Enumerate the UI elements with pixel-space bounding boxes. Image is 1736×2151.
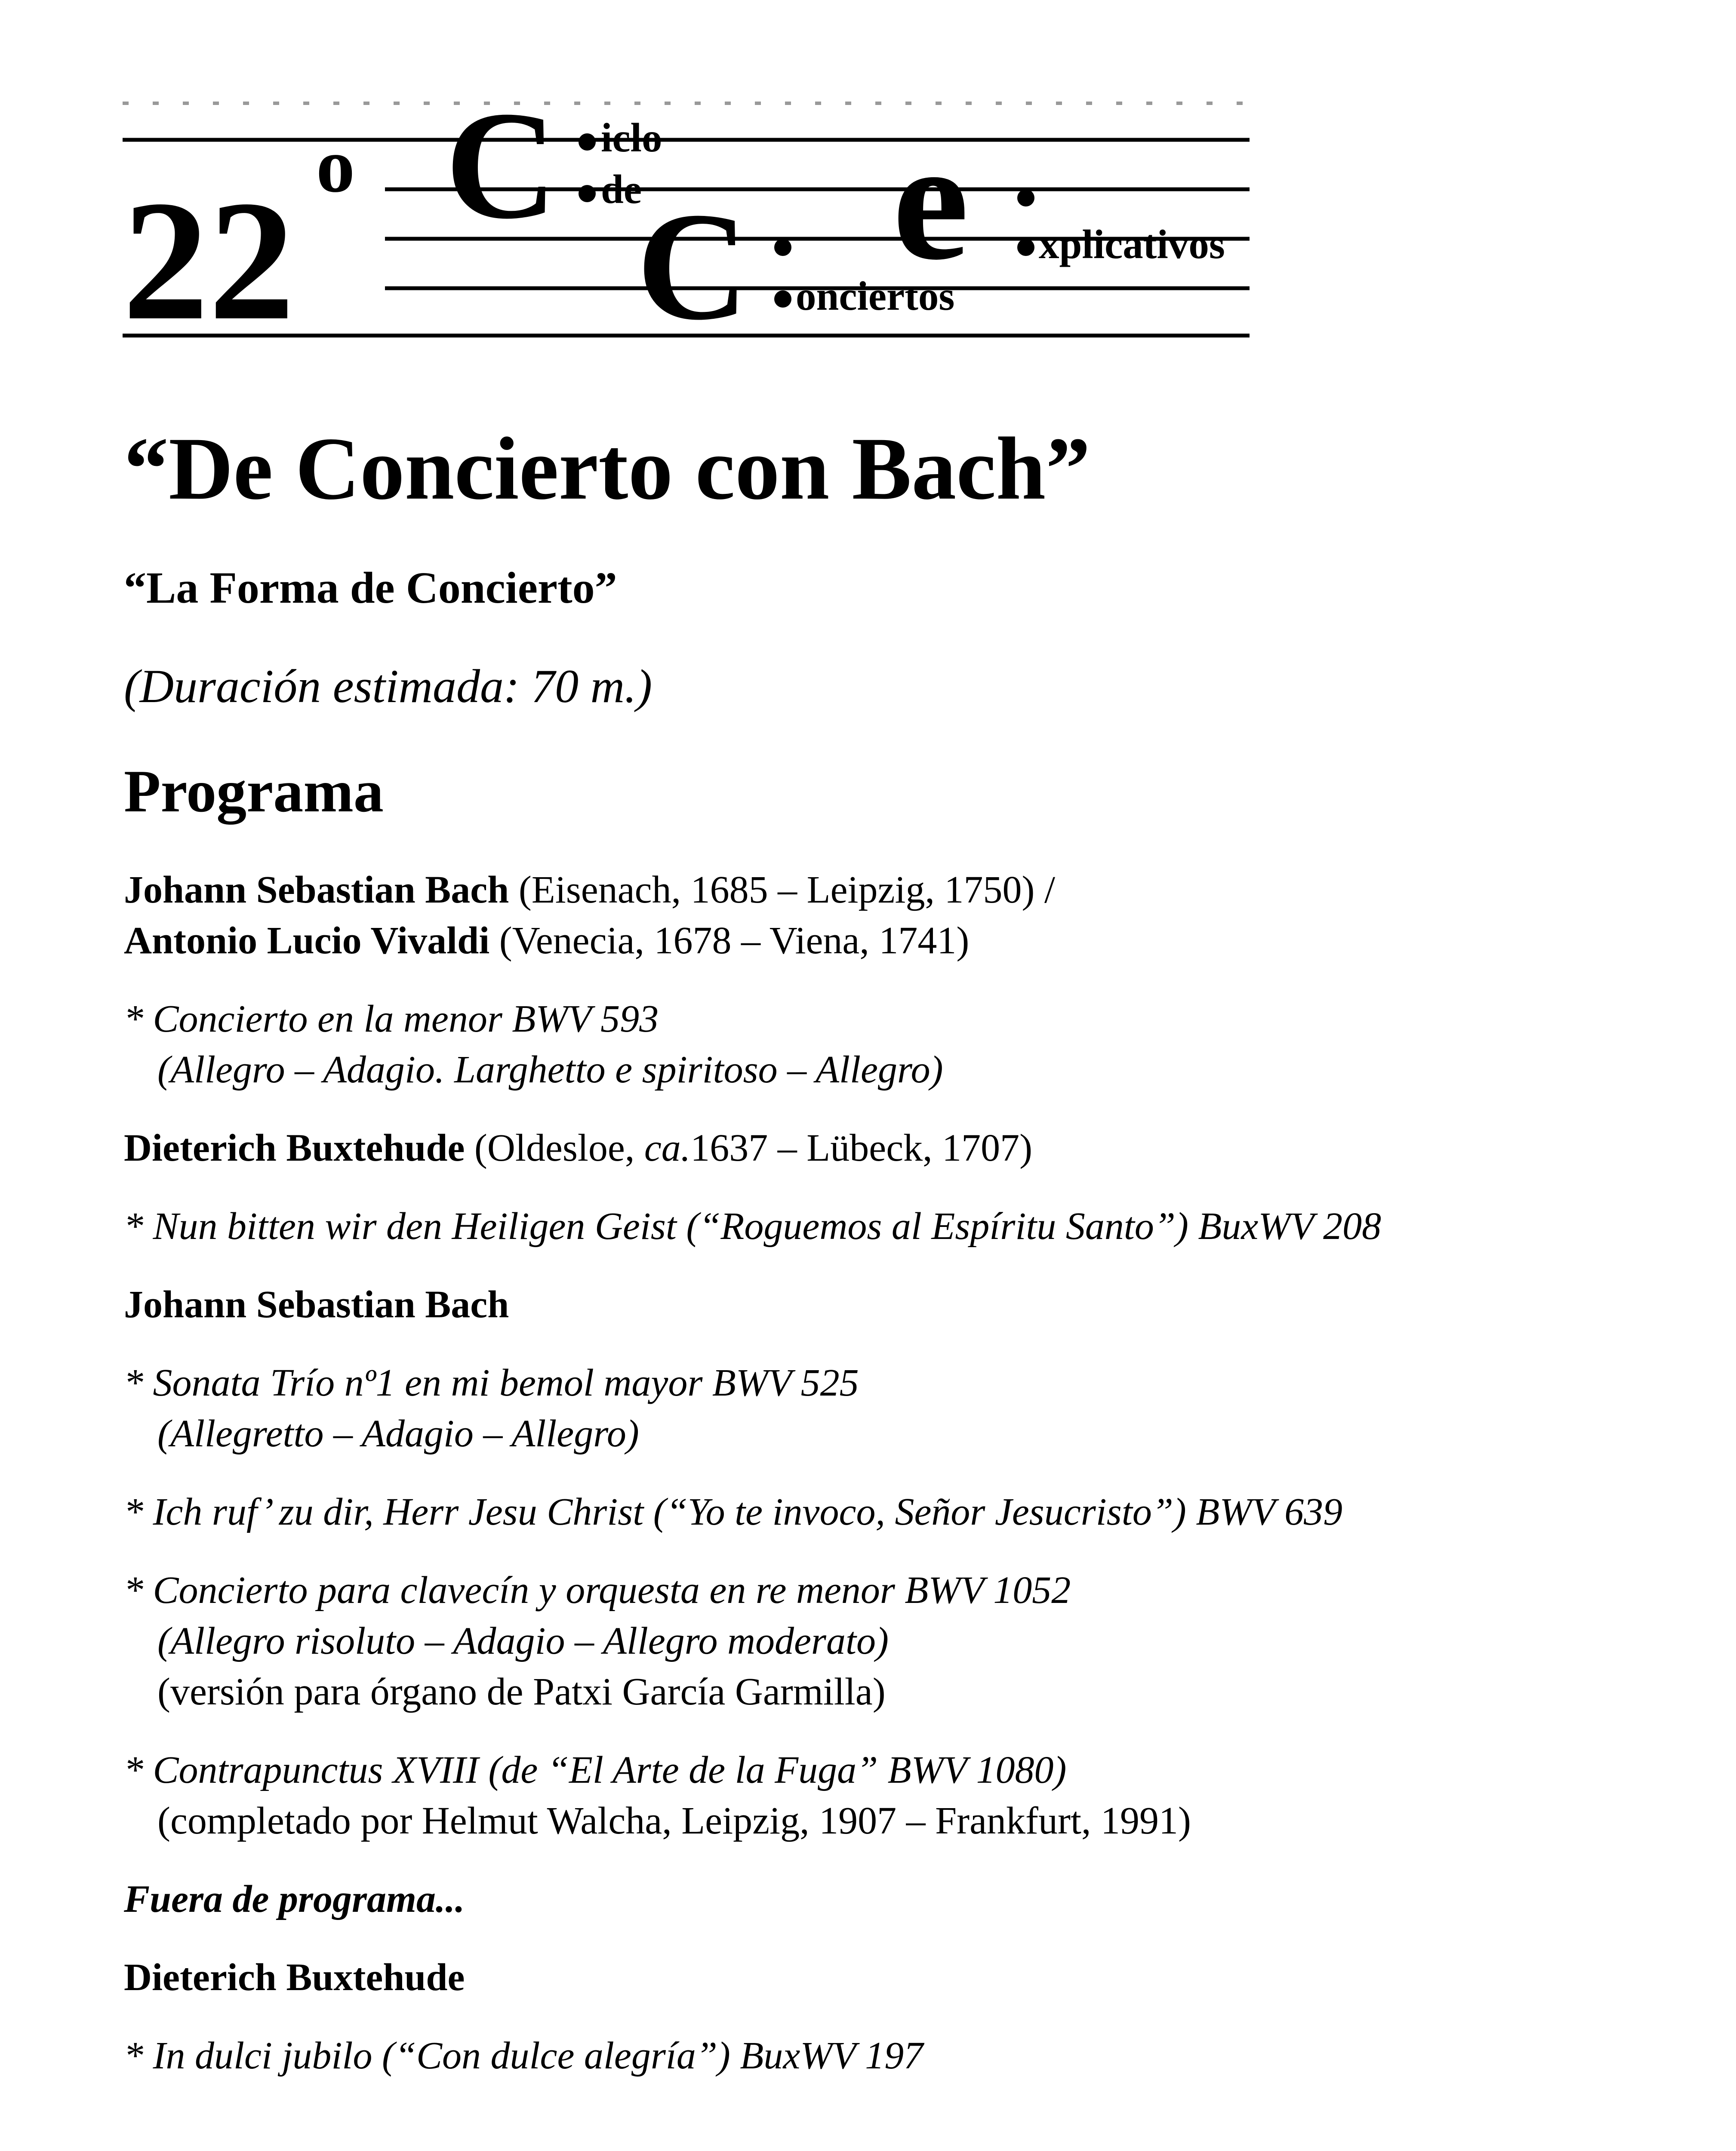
logo-dot [1017,239,1034,256]
composer-line [124,1123,1629,1174]
composer-line [124,865,1629,915]
logo-word-explicativos: xplicativos [1039,222,1225,267]
logo-degree: o [316,123,355,208]
logo-dot [774,239,791,256]
composer-entry-bach [124,1279,1629,1330]
work-entry-buxwv197 [124,2031,1629,2081]
program-heading: Programa [124,758,384,825]
composer-entry-bach-vivaldi [124,865,1629,966]
work-title: * Sonata Trío nº1 en mi bemol mayor BWV 525 [124,1362,859,1404]
work-entry-buxwv208 [124,1201,1629,1252]
work-entry-bwv1080 [124,1745,1629,1846]
page-title: “De Concierto con Bach” [124,419,1091,518]
work-entry-bwv525 [124,1358,1629,1459]
logo-dot [579,133,596,151]
logo-letter-c1: C [445,86,557,251]
work-title: * Contrapunctus XVIII (de “El Arte de la Fuga” BWV 1080) [124,1749,1067,1791]
encore-section [124,1874,1629,1925]
logo-dot [1017,189,1034,206]
composer-name: Johann Sebastian Bach [124,1283,509,1326]
work-movements: (Allegro risoluto – Adagio – Allegro moderato) [157,1620,889,1662]
work-note: (versión para órgano de Patxi García Garmilla) [157,1670,886,1713]
program-list [124,865,1629,2109]
work-movements: (Allegretto – Adagio – Allegro) [157,1412,639,1455]
work-title: * Ich ruf’ zu dir, Herr Jesu Christ (“Yo te invoco, Señor Jesucristo”) BWV 639 [124,1491,1343,1533]
composer-name: Dieterich Buxtehude [124,1127,465,1169]
logo-graphic [123,86,1250,344]
composer-info: (Eisenach, 1685 – Leipzig, 1750) / [509,869,1055,911]
work-note: (completado por Helmut Walcha, Leipzig, 1907 – Frankfurt, 1991) [157,1800,1191,1842]
logo-dot [774,290,791,308]
logo-word-ciclo: iclo [601,115,662,160]
composer-info: 1637 – Lübeck, 1707) [690,1127,1033,1169]
encore-heading: Fuera de programa... [124,1878,465,1920]
composer-entry-buxtehude-encore [124,1952,1629,2003]
work-title: * Nun bitten wir den Heiligen Geist (“Roguemos al Espíritu Santo”) BuxWV 208 [124,1205,1382,1248]
work-entry-bwv593 [124,994,1629,1095]
logo-letter-e: e [893,105,969,296]
composer-name: Johann Sebastian Bach [124,869,509,911]
logo-number: 22 [123,165,295,344]
composer-info: (Oldesloe, [465,1127,644,1169]
work-title: * In dulci jubilo (“Con dulce alegría”) BuxWV 197 [124,2034,923,2077]
logo-word-de: de [601,166,642,212]
composer-entry-buxtehude [124,1123,1629,1174]
composer-name: Dieterich Buxtehude [124,1956,465,1999]
work-title: * Concierto para clavecín y orquesta en re menor BWV 1052 [124,1569,1071,1612]
composer-name: Antonio Lucio Vivaldi [124,919,490,962]
work-title: * Concierto en la menor BWV 593 [124,998,659,1040]
logo-dot [579,185,596,202]
logo-letter-c2: C [637,180,748,344]
work-entry-bwv639 [124,1487,1629,1538]
logo-word-conciertos: onciertos [796,273,955,319]
work-movements: (Allegro – Adagio. Larghetto e spiritoso – Allegro) [157,1048,943,1091]
composer-info-circa: ca. [644,1127,691,1169]
composer-info: (Venecia, 1678 – Viena, 1741) [489,919,970,962]
concert-cycle-logo [123,86,1250,344]
work-entry-bwv1052 [124,1565,1629,1717]
page-subtitle: “La Forma de Concierto” [124,563,617,613]
composer-line [124,915,1629,966]
estimated-duration: (Duración estimada: 70 m.) [124,660,653,712]
